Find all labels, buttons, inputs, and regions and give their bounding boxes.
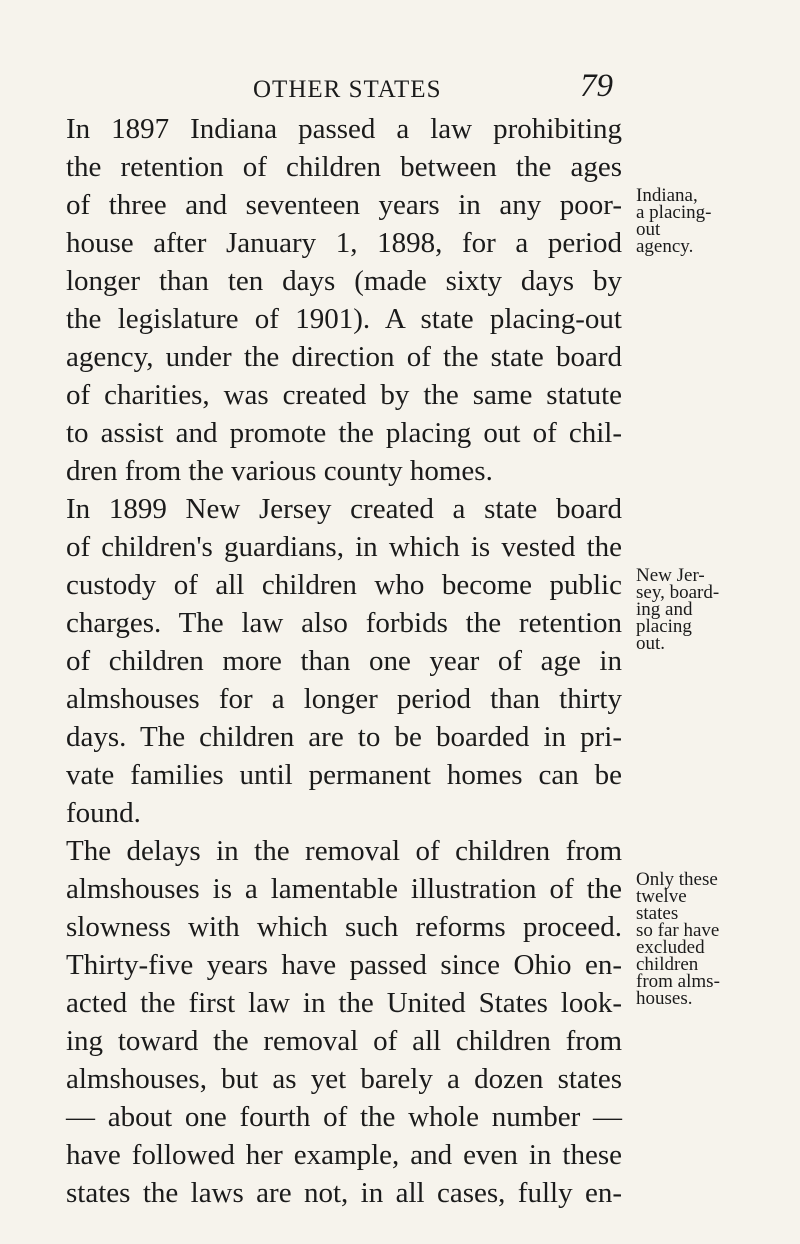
side-note-line: a placing- xyxy=(636,202,712,223)
text-line: dren from the various county homes. xyxy=(66,455,493,487)
text-line: of charities, was created by the same statute xyxy=(66,379,622,411)
body-text xyxy=(66,110,622,1212)
side-note-new-jersey xyxy=(636,567,719,652)
text-line: of children more than one year of age in xyxy=(66,645,622,677)
text-line: Thirty-five years have passed since Ohio en- xyxy=(66,949,622,981)
text-line: almshouses, but as yet barely a dozen states xyxy=(66,1063,622,1095)
text-line: states the laws are not, in all cases, fully en- xyxy=(66,1177,622,1209)
side-note-line: houses. xyxy=(636,988,693,1009)
side-note-line: agency. xyxy=(636,236,694,257)
side-note-line: New Jer- xyxy=(636,565,705,586)
text-line: charges. The law also forbids the retention xyxy=(66,607,622,639)
text-line: to assist and promote the placing out of chil- xyxy=(66,417,622,449)
text-line: In 1899 New Jersey created a state board xyxy=(66,493,622,525)
text-line: ing toward the removal of all children from xyxy=(66,1025,622,1057)
text-line: longer than ten days (made sixty days by xyxy=(66,265,622,297)
text-line: — about one fourth of the whole number — xyxy=(66,1101,622,1133)
text-line: almshouses is a lamentable illustration of the xyxy=(66,873,622,905)
text-line: house after January 1, 1898, for a period xyxy=(66,227,622,259)
page-number: 79 xyxy=(580,68,613,104)
text-line: custody of all children who become public xyxy=(66,569,622,601)
side-note-line: from alms- xyxy=(636,971,720,992)
text-line: In 1897 Indiana passed a law prohibiting xyxy=(66,113,622,145)
text-line: found. xyxy=(66,797,141,829)
text-line: days. The children are to be boarded in pri- xyxy=(66,721,622,753)
side-note-line: out xyxy=(636,219,661,240)
text-line: the retention of children between the ages xyxy=(66,151,622,183)
text-line: agency, under the direction of the state board xyxy=(66,341,622,373)
side-note-line: Only these xyxy=(636,869,718,890)
side-note-twelve-states xyxy=(636,871,720,1007)
side-note-line: so far have xyxy=(636,920,720,941)
text-line: have followed her example, and even in these xyxy=(66,1139,622,1171)
side-note-line: ing and xyxy=(636,599,693,620)
side-note-line: Indiana, xyxy=(636,185,698,206)
text-line: slowness with which such reforms proceed. xyxy=(66,911,622,943)
text-line: of children's guardians, in which is vested the xyxy=(66,531,622,563)
text-line: the legislature of 1901). A state placing-out xyxy=(66,303,622,335)
side-note-indiana xyxy=(636,187,711,255)
side-note-line: excluded xyxy=(636,937,705,958)
side-note-line: states xyxy=(636,903,679,924)
running-title: OTHER STATES xyxy=(253,76,442,103)
side-note-line: children xyxy=(636,954,699,975)
side-note-line: sey, board- xyxy=(636,582,720,603)
running-header xyxy=(0,68,800,108)
side-note-line: out. xyxy=(636,633,666,654)
text-line: of three and seventeen years in any poor- xyxy=(66,189,622,221)
side-note-line: twelve xyxy=(636,886,687,907)
text-line: almshouses for a longer period than thirty xyxy=(66,683,622,715)
text-line: vate families until permanent homes can be xyxy=(66,759,622,791)
text-line: acted the first law in the United States look- xyxy=(66,987,622,1019)
text-line: The delays in the removal of children from xyxy=(66,835,622,867)
side-note-line: placing xyxy=(636,616,692,637)
